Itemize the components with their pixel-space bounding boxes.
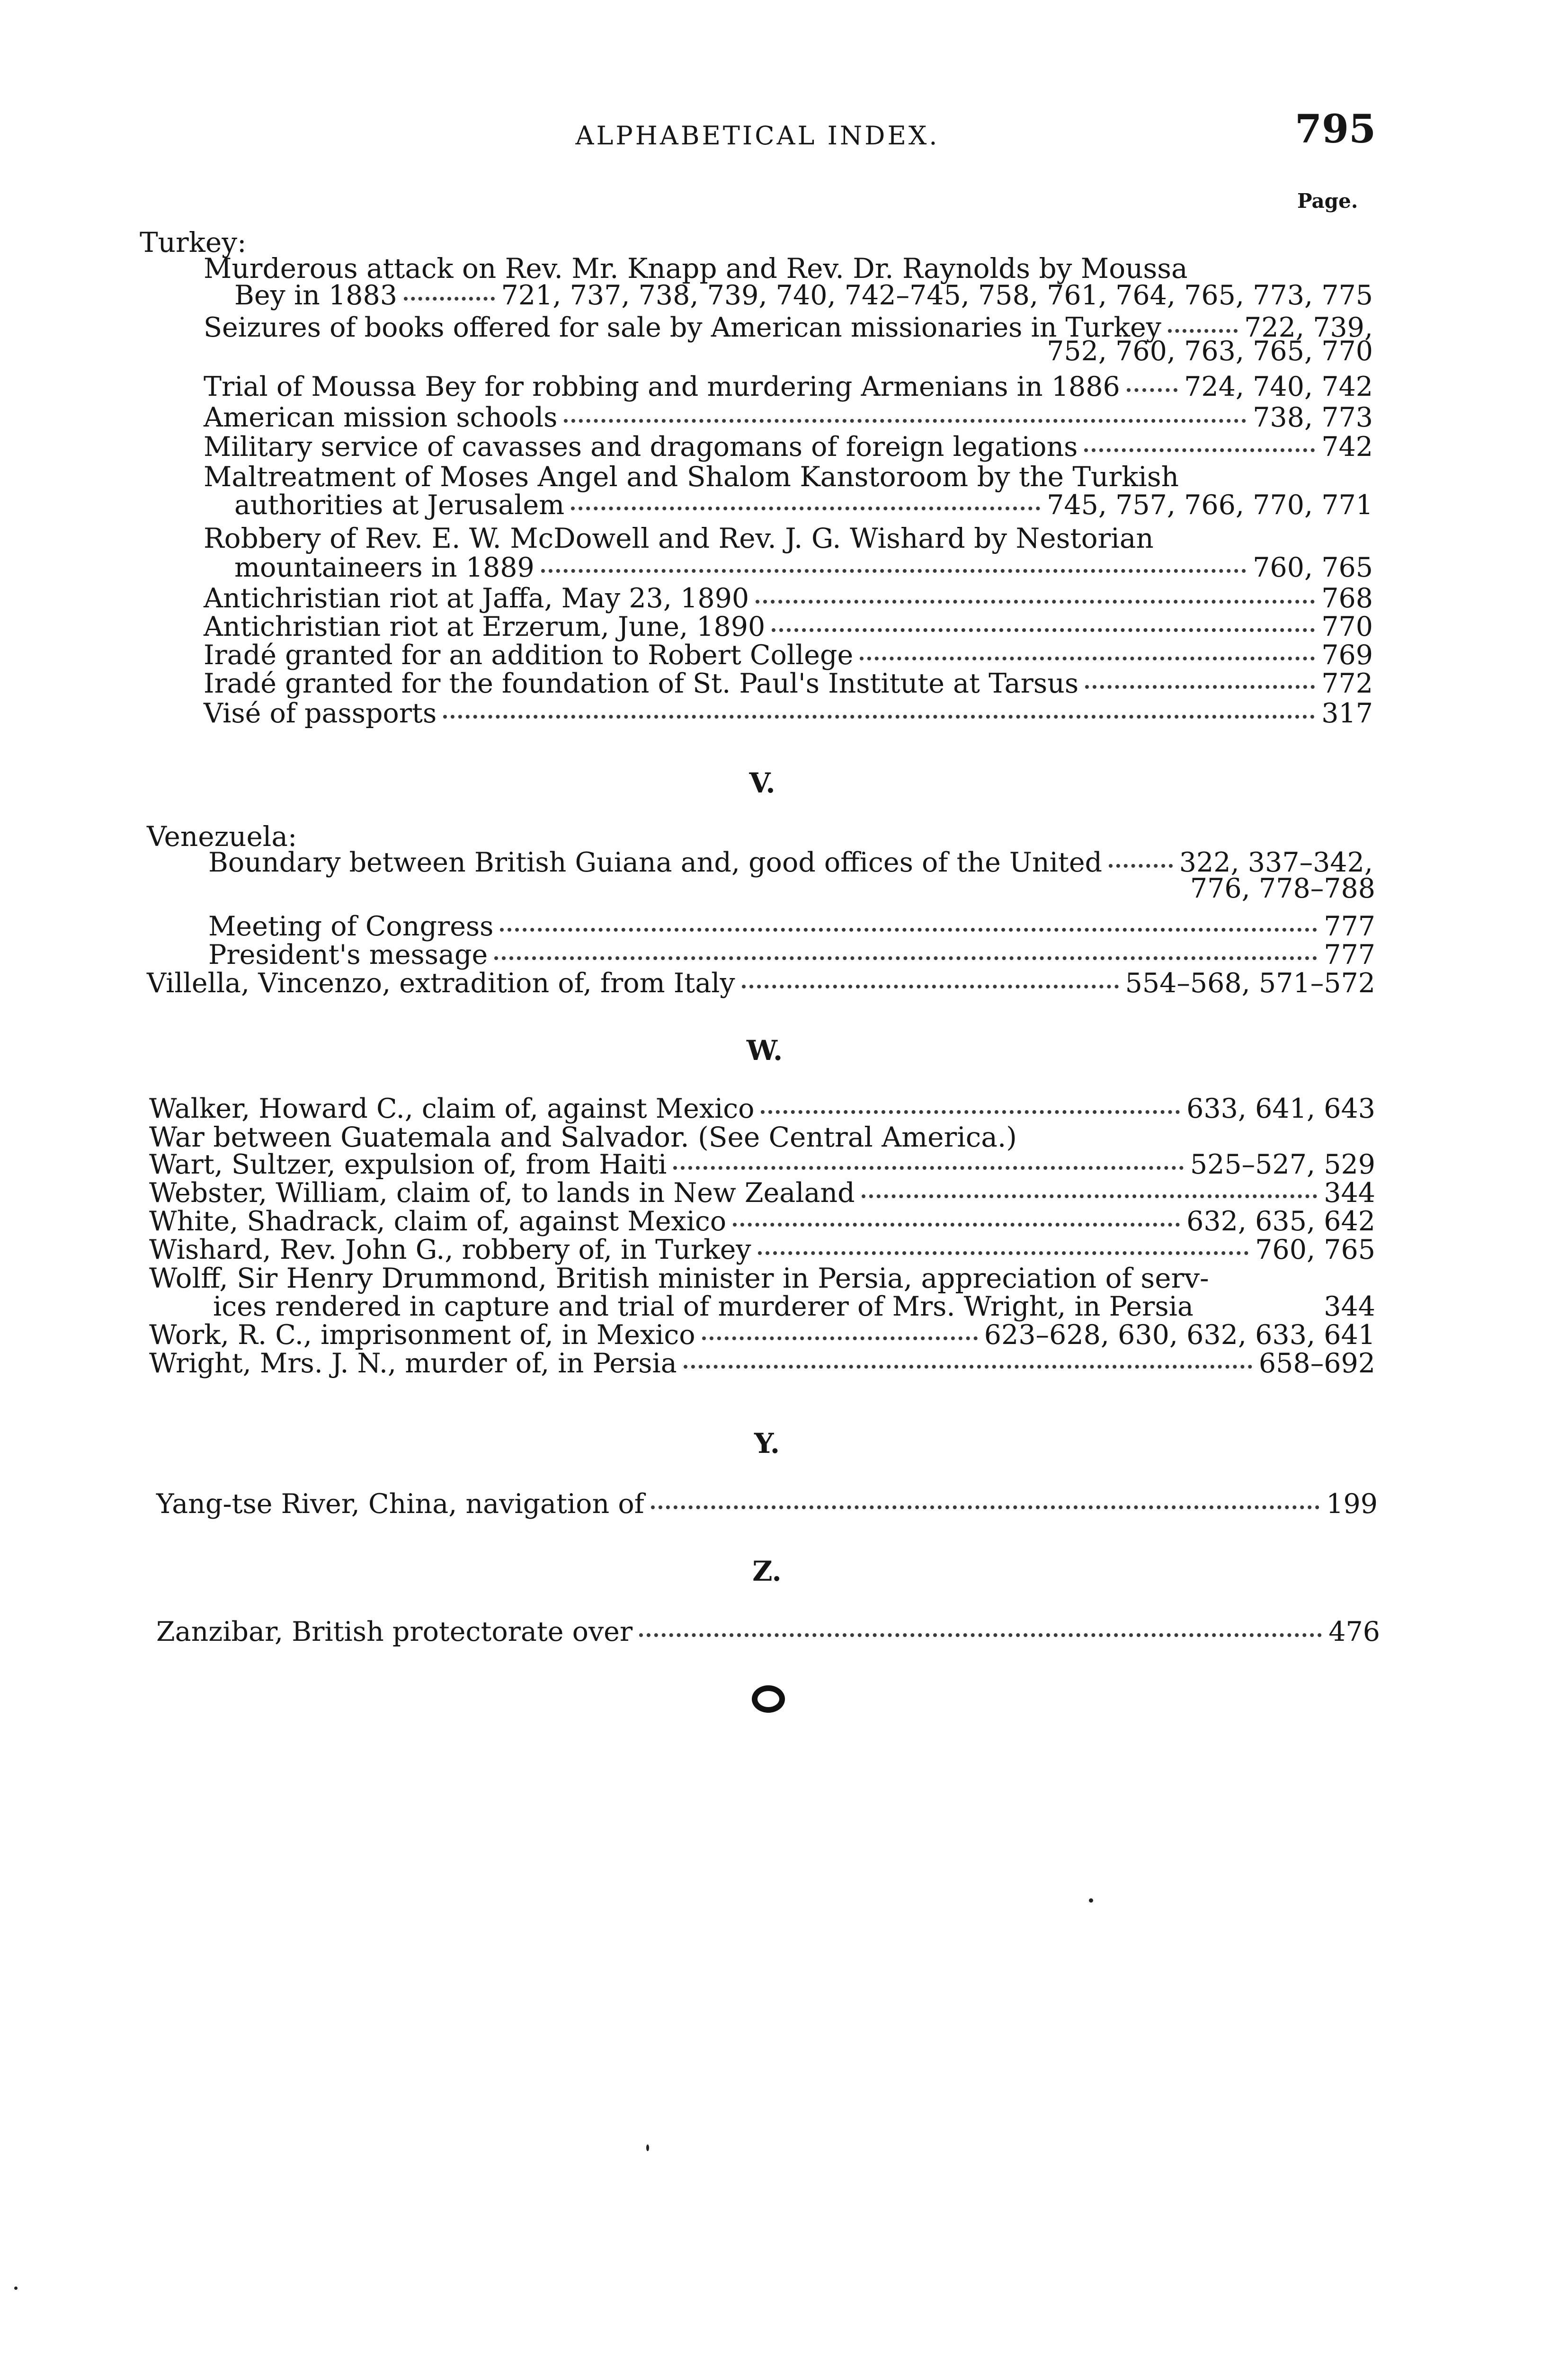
index-entry-text: Villella, Vincenzo, extradition of, from Italy xyxy=(147,968,735,999)
leader-dots xyxy=(500,928,1317,932)
index-entry xyxy=(149,1094,1375,1124)
index-entry-text: Iradé granted for an addition to Robert College xyxy=(204,640,854,671)
index-entry xyxy=(204,698,1373,729)
section-letter-w: W. xyxy=(746,1034,783,1067)
index-entry-text: Wolff, Sir Henry Drummond, British minister in Persia, appreciation of serv- xyxy=(149,1262,1209,1294)
leader-dots xyxy=(756,600,1315,604)
index-entry-pages: 776, 778–788 xyxy=(1190,873,1375,904)
index-entry xyxy=(234,280,1373,311)
index-entry-pages: 772 xyxy=(1321,668,1373,699)
leader-dots xyxy=(673,1166,1184,1170)
index-entry-text: Bey in 1883 xyxy=(234,280,398,311)
index-entry-pages: 525–527, 529 xyxy=(1190,1149,1375,1180)
index-entry-text: Yang-tse River, China, navigation of xyxy=(156,1488,644,1520)
section-letter-y: Y. xyxy=(754,1427,780,1459)
index-entry-pages: 344 xyxy=(1324,1177,1375,1209)
index-entry xyxy=(204,668,1373,699)
index-entry-text: ices rendered in capture and trial of murderer of Mrs. Wright, in Persia xyxy=(213,1291,1194,1322)
index-entry-pages: 768 xyxy=(1321,583,1373,614)
index-entry xyxy=(149,1348,1375,1379)
leader-dots xyxy=(1085,685,1315,689)
index-entry-pages: 322, 337–342, xyxy=(1179,847,1373,878)
leader-dots xyxy=(860,657,1315,660)
index-entry-pages: 199 xyxy=(1326,1488,1378,1520)
index-entry-pages: 344 xyxy=(1324,1291,1375,1322)
index-entry-text: Robbery of Rev. E. W. McDowell and Rev. J. G. Wishard by Nestorian xyxy=(204,522,1154,554)
end-ornament xyxy=(752,1685,785,1713)
index-entry-text: Walker, Howard C., claim of, against Mexico xyxy=(149,1093,755,1124)
leader-dots xyxy=(443,715,1315,719)
leader-dots xyxy=(1084,448,1315,452)
page-column-label: Page. xyxy=(1297,189,1358,213)
index-entry-text: Wright, Mrs. J. N., murder of, in Persia xyxy=(149,1348,677,1379)
leader-dots xyxy=(702,1336,978,1340)
index-entry-pages: 721, 737, 738, 739, 740, 742–745, 758, 761, 764, 765, 773, 775 xyxy=(501,280,1373,311)
index-entry-pages: 632, 635, 642 xyxy=(1186,1206,1375,1237)
index-entry xyxy=(204,640,1373,670)
leader-dots xyxy=(1168,329,1238,333)
section-letter-v: V. xyxy=(749,767,775,799)
index-entry-pages: 476 xyxy=(1328,1616,1380,1647)
index-entry xyxy=(149,1320,1375,1350)
index-entry xyxy=(234,552,1373,583)
leader-dots xyxy=(571,507,1040,510)
index-entry xyxy=(204,402,1373,433)
index-entry-text: Visé of passports xyxy=(204,698,437,729)
index-entry-text: authorities at Jerusalem xyxy=(234,489,565,521)
leader-dots xyxy=(742,985,1119,988)
leader-dots xyxy=(733,1223,1180,1227)
index-entry-pages: 760, 765 xyxy=(1253,552,1373,583)
index-entry-pages: 738, 773 xyxy=(1253,402,1373,433)
leader-dots xyxy=(639,1633,1322,1637)
leader-dots xyxy=(404,297,494,301)
index-entry-text: War between Guatemala and Salvador. (See Central America.) xyxy=(149,1121,1017,1153)
index-entry-text: mountaineers in 1889 xyxy=(234,552,535,583)
index-entry-text: Iradé granted for the foundation of St. Paul's Institute at Tarsus xyxy=(204,668,1079,699)
leader-dots xyxy=(758,1251,1249,1255)
index-entry-text: Antichristian riot at Erzerum, June, 1890 xyxy=(204,611,766,642)
leader-dots xyxy=(494,956,1317,960)
index-entry-pages: 745, 757, 766, 770, 771 xyxy=(1047,489,1373,521)
leader-dots xyxy=(684,1365,1252,1369)
index-entry xyxy=(234,490,1373,520)
index-entry xyxy=(208,911,1375,942)
index-entry-pages: 623–628, 630, 632, 633, 641 xyxy=(984,1319,1375,1351)
index-entry-text: Trial of Moussa Bey for robbing and murdering Armenians in 1886 xyxy=(204,371,1120,402)
leader-dots xyxy=(772,628,1315,632)
index-entry xyxy=(204,612,1373,642)
page-number: 795 xyxy=(1295,107,1376,152)
index-entry xyxy=(204,372,1373,402)
index-entry-text: White, Shadrack, claim of, against Mexico xyxy=(149,1206,727,1237)
page-title: ALPHABETICAL INDEX. xyxy=(575,121,940,151)
leader-dots xyxy=(651,1505,1319,1509)
index-entry xyxy=(149,1235,1375,1265)
index-entry xyxy=(156,1489,1378,1519)
index-entry-pages: 658–692 xyxy=(1258,1348,1375,1379)
index-entry xyxy=(149,1149,1375,1180)
index-entry-text: Seizures of books offered for sale by American missionaries in Turkey xyxy=(204,312,1161,343)
index-entry xyxy=(147,968,1375,998)
index-entry-text: President's message xyxy=(208,939,488,970)
index-entry xyxy=(156,1617,1380,1647)
leader-dots xyxy=(564,419,1246,423)
leader-dots xyxy=(761,1110,1180,1114)
index-entry-text: Zanzibar, British protectorate over xyxy=(156,1616,633,1647)
index-entry-text: Military service of cavasses and dragomans of foreign legations xyxy=(204,431,1078,463)
index-entry-pages: 760, 765 xyxy=(1255,1234,1375,1265)
index-entry-pages: 633, 641, 643 xyxy=(1186,1093,1375,1124)
index-entry-text: Wishard, Rev. John G., robbery of, in Turkey xyxy=(149,1234,751,1265)
index-entry-pages: 554–568, 571–572 xyxy=(1125,968,1375,999)
index-entry-pages: 752, 760, 763, 765, 770 xyxy=(1047,336,1373,367)
leader-dots xyxy=(541,569,1246,573)
index-entry-text: Wart, Sultzer, expulsion of, from Haiti xyxy=(149,1149,667,1180)
leader-dots xyxy=(1127,388,1177,392)
index-heading-venezuela: Venezuela: xyxy=(147,820,297,853)
index-entry xyxy=(213,1291,1375,1322)
scan-speck xyxy=(1089,1898,1093,1903)
index-entry xyxy=(208,940,1375,970)
index-entry-pages: 317 xyxy=(1321,698,1373,729)
index-entry-text: Work, R. C., imprisonment of, in Mexico xyxy=(149,1319,695,1351)
index-entry-pages: 769 xyxy=(1321,640,1373,671)
leader-dots xyxy=(1109,864,1173,868)
index-entry-pages: 777 xyxy=(1324,939,1375,970)
index-entry xyxy=(149,1206,1375,1237)
index-entry-pages: 770 xyxy=(1321,611,1373,642)
section-letter-z: Z. xyxy=(752,1555,782,1587)
index-entry-text: Boundary between British Guiana and, good offices of the United xyxy=(208,847,1103,878)
index-entry xyxy=(204,432,1373,462)
index-entry-pages: 722, 739, xyxy=(1244,312,1373,343)
index-entry xyxy=(149,1178,1375,1208)
index-entry-text: Antichristian riot at Jaffa, May 23, 1890 xyxy=(204,583,749,614)
index-entry-text: Maltreatment of Moses Angel and Shalom Kanstoroom by the Turkish xyxy=(204,461,1179,493)
index-entry-text: American mission schools xyxy=(204,402,558,433)
index-entry-text: Webster, William, claim of, to lands in New Zealand xyxy=(149,1177,855,1209)
index-heading-turkey: Turkey: xyxy=(140,226,247,258)
index-entry-pages: 724, 740, 742 xyxy=(1184,371,1373,402)
index-entry-text: Murderous attack on Rev. Mr. Knapp and Rev. Dr. Raynolds by Moussa xyxy=(204,252,1188,285)
scan-speck xyxy=(14,2287,18,2290)
index-entry xyxy=(204,583,1373,614)
scan-speck xyxy=(646,2145,649,2151)
leader-dots xyxy=(862,1194,1318,1198)
index-entry-text: Meeting of Congress xyxy=(208,911,494,942)
index-entry-pages: 777 xyxy=(1324,911,1375,942)
index-entry-pages: 742 xyxy=(1321,431,1373,463)
